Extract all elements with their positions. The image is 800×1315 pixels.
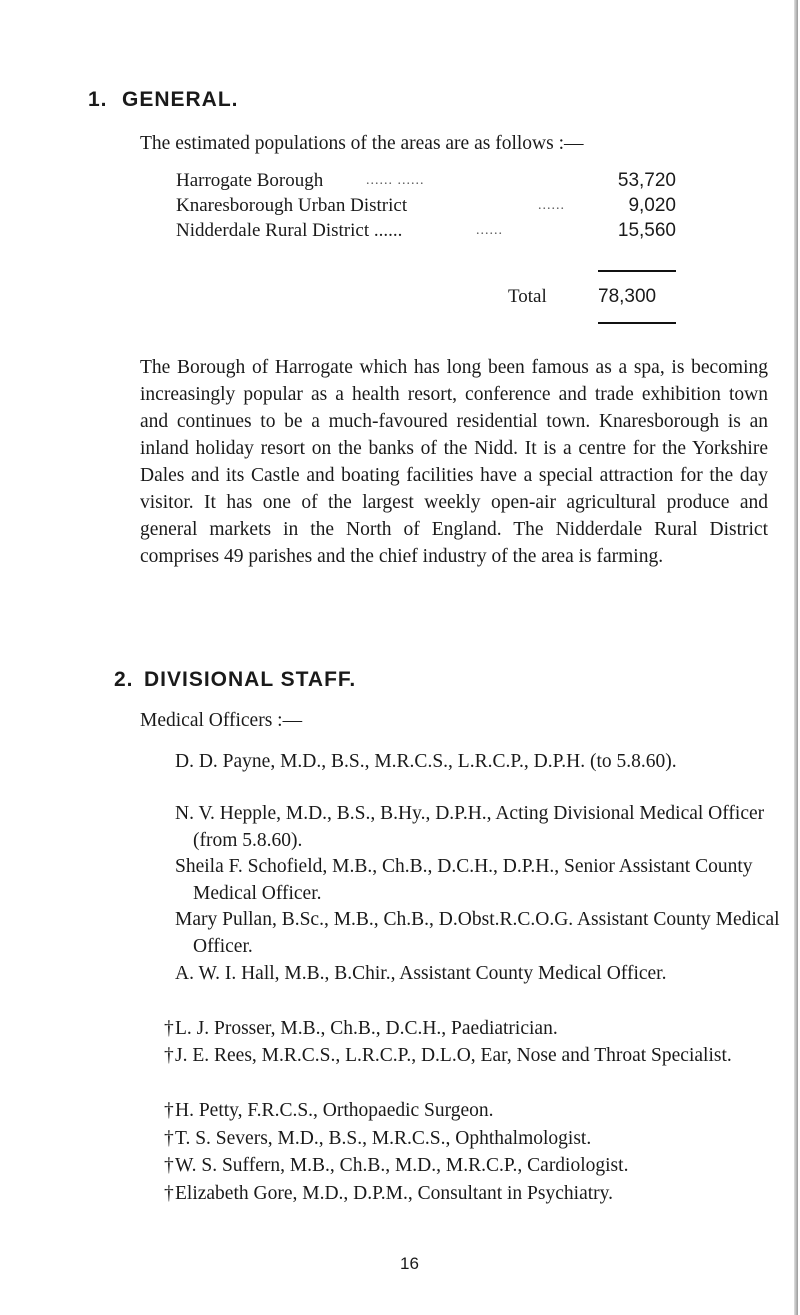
dagger-mark: † — [164, 1155, 174, 1176]
total-value: 78,300 — [598, 286, 657, 307]
section-2-heading — [114, 668, 356, 692]
population-value: 9,020 — [628, 195, 676, 216]
officer-entry — [164, 1180, 797, 1207]
population-intro: The estimated populations of the areas are as follows :— — [140, 133, 584, 154]
dagger-mark: † — [164, 1128, 174, 1149]
officer-entry — [164, 1152, 797, 1179]
total-rule-bottom — [598, 322, 676, 324]
officer-text: Elizabeth Gore, M.D., D.P.M., Consultant in Psychiatry. — [175, 1183, 613, 1204]
dagger-mark: † — [164, 1183, 174, 1204]
officer-text: W. S. Suffern, M.B., Ch.B., M.D., M.R.C.P., Cardiologist. — [175, 1155, 629, 1176]
officer-text: D. D. Payne, M.D., B.S., M.R.C.S., L.R.C.P., D.P.H. (to 5.8.60). — [175, 751, 677, 772]
officer-entry — [164, 1097, 797, 1124]
population-area: Nidderdale Rural District ...... — [176, 220, 403, 241]
section-1-number: 1. — [88, 88, 108, 111]
dagger-mark: † — [164, 1018, 174, 1039]
medical-officers-subheading: Medical Officers :— — [140, 710, 303, 731]
dagger-mark: † — [164, 1045, 174, 1066]
population-area: Harrogate Borough — [176, 170, 324, 191]
officer-text: T. S. Severs, M.D., B.S., M.R.C.S., Ophthalmologist. — [175, 1128, 592, 1149]
officer-entry — [164, 800, 797, 854]
population-row — [176, 195, 676, 219]
officer-text: A. W. I. Hall, M.B., B.Chir., Assistant County Medical Officer. — [175, 963, 667, 984]
officer-entry — [164, 748, 797, 775]
leader-dots: ...... — [538, 198, 565, 213]
officer-text: Sheila F. Schofield, M.B., Ch.B., D.C.H., D.P.H., Senior Assistant County Medical Officer. — [175, 856, 753, 904]
officer-entry — [164, 1015, 797, 1042]
population-row — [176, 170, 676, 194]
dagger-mark: † — [164, 1100, 174, 1121]
population-row — [176, 220, 676, 244]
total-rule-top — [598, 270, 676, 272]
officer-text: J. E. Rees, M.R.C.S., L.R.C.P., D.L.O, Ear, Nose and Throat Specialist. — [175, 1045, 732, 1066]
population-value: 53,720 — [617, 170, 676, 191]
leader-dots: ...... — [476, 223, 503, 238]
page-number: 16 — [400, 1254, 419, 1273]
officer-entry — [164, 960, 797, 987]
section-1-heading — [88, 88, 239, 112]
officer-entry — [164, 1042, 797, 1069]
officer-entry — [164, 1125, 797, 1152]
officer-text: N. V. Hepple, M.D., B.S., B.Hy., D.P.H., Acting Divisional Medical Officer (from 5.8.60). — [175, 803, 765, 851]
officer-entry — [164, 906, 797, 960]
officer-text: Mary Pullan, B.Sc., M.B., Ch.B., D.Obst.R.C.O.G. Assistant County Medical Officer. — [175, 909, 780, 957]
officer-text: L. J. Prosser, M.B., Ch.B., D.C.H., Paediatrician. — [175, 1018, 558, 1039]
population-value: 15,560 — [617, 220, 676, 241]
general-paragraph: The Borough of Harrogate which has long been famous as a spa, is becoming increasingly popular as a health resort, conference and trade exhibition town and continues to be a much-favoured residential town. Knaresborough is an inland holiday resort on the banks of the Nidd. It is a centre for the Yorkshire Dales and its Castle and boating facilities have a special attraction for the day visitor. It has one of the largest weekly open-air agricultural produce and general markets in the North of England. The Nidderdale Rural District comprises 49 parishes and the chief industry of the area is farming. — [140, 357, 768, 567]
population-area: Knaresborough Urban District — [176, 195, 408, 216]
section-2-number: 2. — [114, 668, 134, 691]
section-1-title: GENERAL. — [122, 88, 239, 111]
leader-dots: ...... ...... — [366, 173, 425, 188]
total-label: Total — [508, 286, 547, 307]
section-2-title: DIVISIONAL STAFF. — [144, 668, 357, 691]
officer-text: H. Petty, F.R.C.S., Orthopaedic Surgeon. — [175, 1100, 494, 1121]
officer-entry — [164, 853, 797, 907]
